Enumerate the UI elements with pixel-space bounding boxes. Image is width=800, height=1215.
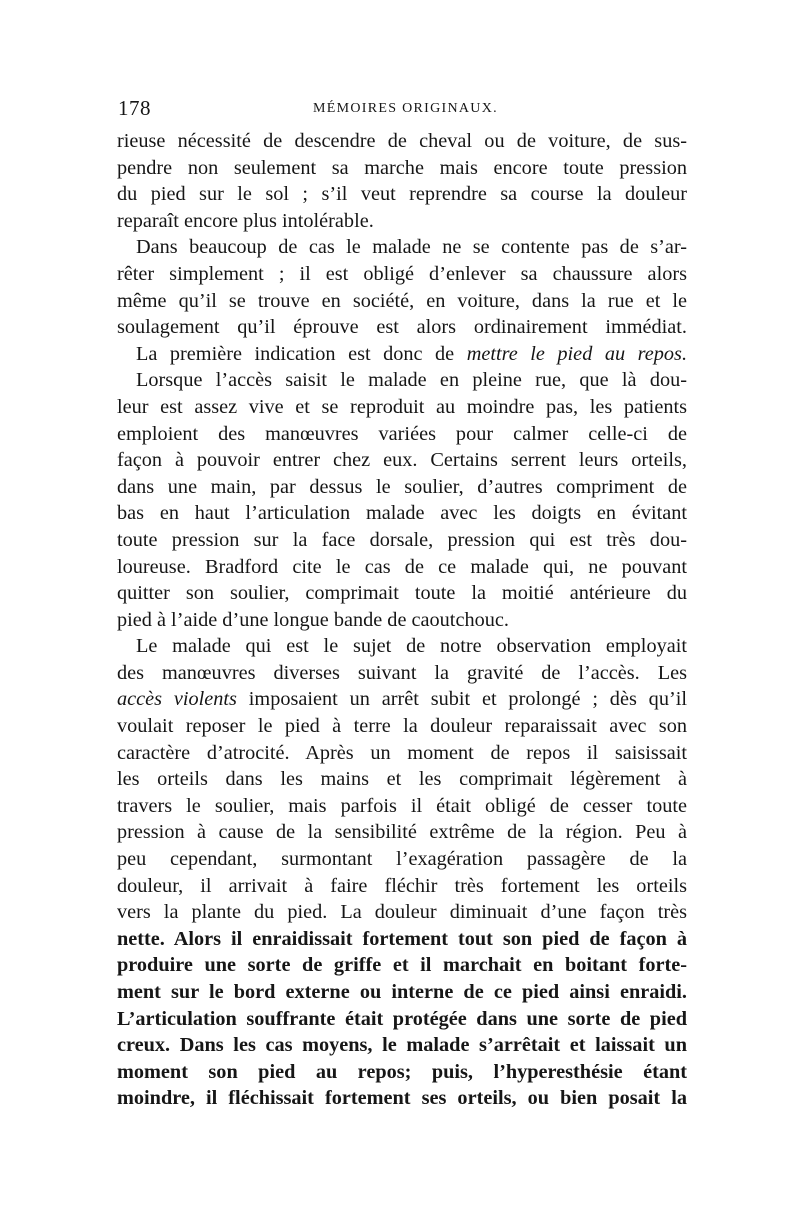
line-text: moindre, il fléchissait fortement ses orteils, ou bien posait la: [117, 1087, 687, 1110]
line-text: les orteils dans les mains et les comprimait légèrement à: [117, 768, 687, 791]
text-line: [117, 1059, 687, 1086]
text-line: [117, 819, 687, 846]
line-text: produire une sorte de griffe et il marchait en boitant forte-: [117, 954, 687, 977]
running-head: MÉMOIRES ORIGINAUX.: [313, 101, 498, 116]
text-line: [117, 554, 687, 581]
text-line: [117, 713, 687, 740]
text-line: [117, 686, 687, 713]
text-line: [117, 288, 687, 315]
line-text: voulait reposer le pied à terre la douleur reparaissait avec son: [117, 715, 687, 738]
page-number: 178: [118, 96, 151, 120]
line-text: rêter simplement ; il est obligé d’enlever sa chaussure alors: [117, 262, 687, 285]
text-line: [117, 926, 687, 953]
line-text: pression à cause de la sensibilité extrême de la région. Peu à: [117, 821, 687, 844]
text-line: [117, 1006, 687, 1033]
line-text: reparaît encore plus intolérable.: [117, 209, 374, 232]
text-line: [117, 979, 687, 1006]
line-text: même qu’il se trouve en société, en voiture, dans la rue et le: [117, 289, 687, 312]
line-text: peu cependant, surmontant l’exagération passagère de la: [117, 848, 687, 871]
line-text: creux. Dans les cas moyens, le malade s’arrêtait et laissait un: [117, 1034, 687, 1057]
text-line: [117, 155, 687, 182]
text-line: [117, 633, 687, 660]
line-text: moment son pied au repos; puis, l’hyperesthésie étant: [117, 1060, 687, 1083]
text-line: [117, 474, 687, 501]
italic-text: accès violents: [117, 688, 237, 711]
line-text: emploient des manœuvres variées pour calmer celle-ci de: [117, 422, 687, 445]
page-header: [118, 96, 688, 126]
line-text: bas en haut l’articulation malade avec les doigts en évitant: [117, 502, 687, 525]
line-text: douleur, il arrivait à faire fléchir très fortement les orteils: [117, 874, 687, 897]
text-line: [117, 766, 687, 793]
line-text: Le malade qui est le sujet de notre observation employait: [136, 635, 687, 658]
line-text: soulagement qu’il éprouve est alors ordinairement immédiat.: [117, 316, 687, 339]
text-line: [117, 341, 687, 368]
text-line: [117, 873, 687, 900]
line-text: Dans beaucoup de cas le malade ne se contente pas de s’ar-: [136, 236, 687, 259]
text-line: [117, 846, 687, 873]
text-line: [117, 607, 687, 634]
text-line: [117, 793, 687, 820]
text-line: [117, 367, 687, 394]
body-text: [117, 128, 687, 1112]
line-text: La première indication est donc de: [136, 342, 467, 365]
line-text: quitter son soulier, comprimait toute la moitié antérieure du: [117, 582, 687, 605]
line-text: toute pression sur la face dorsale, pression qui est très dou-: [117, 528, 687, 551]
line-text: nette. Alors il enraidissait fortement tout son pied de façon à: [117, 927, 687, 950]
text-line: [117, 234, 687, 261]
text-line: [117, 421, 687, 448]
line-text: rieuse nécessité de descendre de cheval ou de voiture, de sus-: [117, 130, 687, 152]
text-line: [117, 899, 687, 926]
text-line: [117, 208, 687, 235]
italic-text: mettre le pied au repos.: [466, 342, 688, 365]
text-line: [117, 394, 687, 421]
line-text: du pied sur le sol ; s’il veut reprendre sa course la douleur: [117, 183, 687, 206]
text-line: [117, 447, 687, 474]
text-line: [117, 128, 687, 155]
line-text: dans une main, par dessus le soulier, d’autres compriment de: [117, 475, 687, 498]
line-text: Lorsque l’accès saisit le malade en pleine rue, que là dou-: [136, 369, 687, 392]
text-line: [117, 500, 687, 527]
text-line: [117, 527, 687, 554]
text-line: [117, 1085, 687, 1112]
line-text: pendre non seulement sa marche mais encore toute pression: [117, 156, 687, 179]
line-text: façon à pouvoir entrer chez eux. Certains serrent leurs orteils,: [117, 449, 687, 472]
text-line: [117, 261, 687, 288]
text-line: [117, 740, 687, 767]
text-line: [117, 314, 687, 341]
line-text: travers le soulier, mais parfois il était obligé de cesser toute: [117, 794, 687, 817]
text-line: [117, 660, 687, 687]
text-line: [117, 580, 687, 607]
text-line: [117, 952, 687, 979]
line-text: loureuse. Bradford cite le cas de ce malade qui, ne pouvant: [117, 555, 687, 578]
line-text: leur est assez vive et se reproduit au moindre pas, les patients: [117, 395, 687, 418]
line-text: L’articulation souffrante était protégée dans une sorte de pied: [117, 1007, 687, 1030]
line-text: ment sur le bord externe ou interne de ce pied ainsi enraidi.: [117, 981, 687, 1003]
line-text: des manœuvres diverses suivant la gravité de l’accès. Les: [117, 661, 687, 684]
text-line: [117, 181, 687, 208]
line-text: vers la plante du pied. La douleur diminuait d’une façon très: [117, 901, 687, 924]
line-text: pied à l’aide d’une longue bande de caoutchouc.: [117, 608, 509, 631]
text-line: [117, 1032, 687, 1059]
line-text: caractère d’atrocité. Après un moment de repos il saisissait: [117, 741, 687, 764]
line-text: imposaient un arrêt subit et prolongé ; dès qu’il: [236, 688, 687, 711]
